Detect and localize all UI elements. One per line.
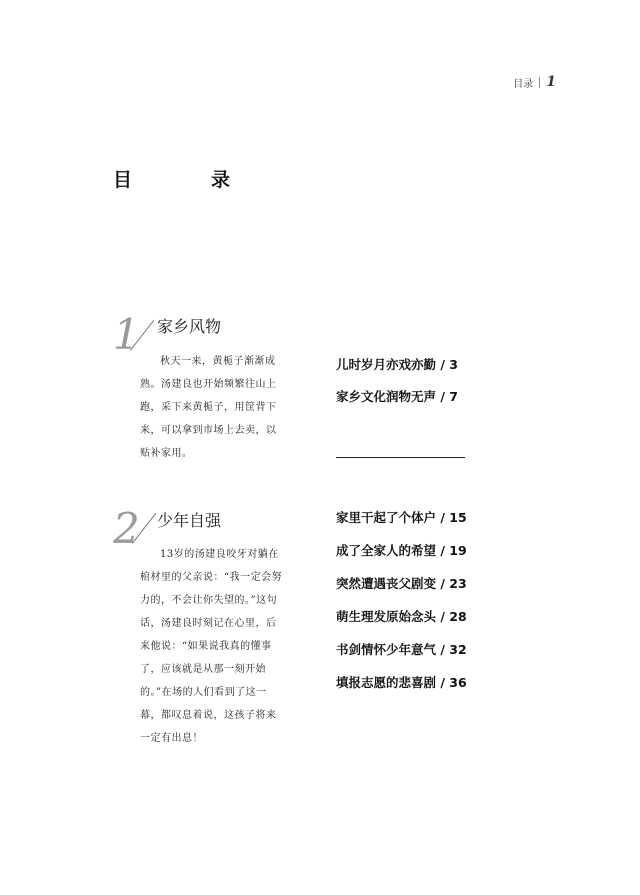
toc-entry[interactable]: 突然遭遇丧父剧变 / 23 <box>336 576 467 591</box>
header-divider <box>539 77 540 88</box>
chapter-1-summary-text: 秋天一来，黄栀子渐渐成熟。汤建良也开始频繁往山上跑，采下来黄栀子，用筐背下来，可以拿到市场上去卖，以贴补家用。 <box>140 356 277 459</box>
chapter-2-title: 少年自强 <box>157 511 222 530</box>
header-section-label: 目录 <box>513 78 534 90</box>
toc-entry[interactable]: 家里干起了个体户 / 15 <box>336 510 467 525</box>
page-title: 目 录 <box>113 169 261 191</box>
toc-entry[interactable]: 填报志愿的悲喜剧 / 36 <box>336 675 467 690</box>
chapter-1-summary <box>140 350 286 465</box>
toc-entry[interactable]: 萌生理发原始念头 / 28 <box>336 609 467 624</box>
toc-entry[interactable]: 书剑情怀少年意气 / 32 <box>336 642 467 657</box>
toc-entry[interactable]: 儿时岁月亦戏亦勤 / 3 <box>336 357 458 372</box>
chapter-1-title: 家乡风物 <box>157 317 222 336</box>
chapter-2-number: 2 <box>113 504 140 553</box>
section-divider <box>336 457 465 458</box>
running-header <box>513 74 556 90</box>
chapter-1-toc <box>336 355 476 405</box>
chapter-2-summary-text: 13岁的汤建良咬牙对躺在棺材里的父亲说：“我一定会努力的，不会让你失望的。”这句话，汤建良时刻记在心里，后来他说：“如果说我真的懂事了，应该就是从那一刻开始的。”在场的人们看到了这一幕，都叹息着说，这孩子将来一定有出息！ <box>140 549 283 744</box>
chapter-1-number: 1 <box>113 310 140 359</box>
toc-entry[interactable]: 家乡文化润物无声 / 7 <box>336 389 458 404</box>
chapter-2-toc <box>336 508 476 691</box>
chapter-2-summary <box>140 543 286 750</box>
header-page-number: 1 <box>546 74 556 90</box>
toc-entry[interactable]: 成了全家人的希望 / 19 <box>336 543 467 558</box>
